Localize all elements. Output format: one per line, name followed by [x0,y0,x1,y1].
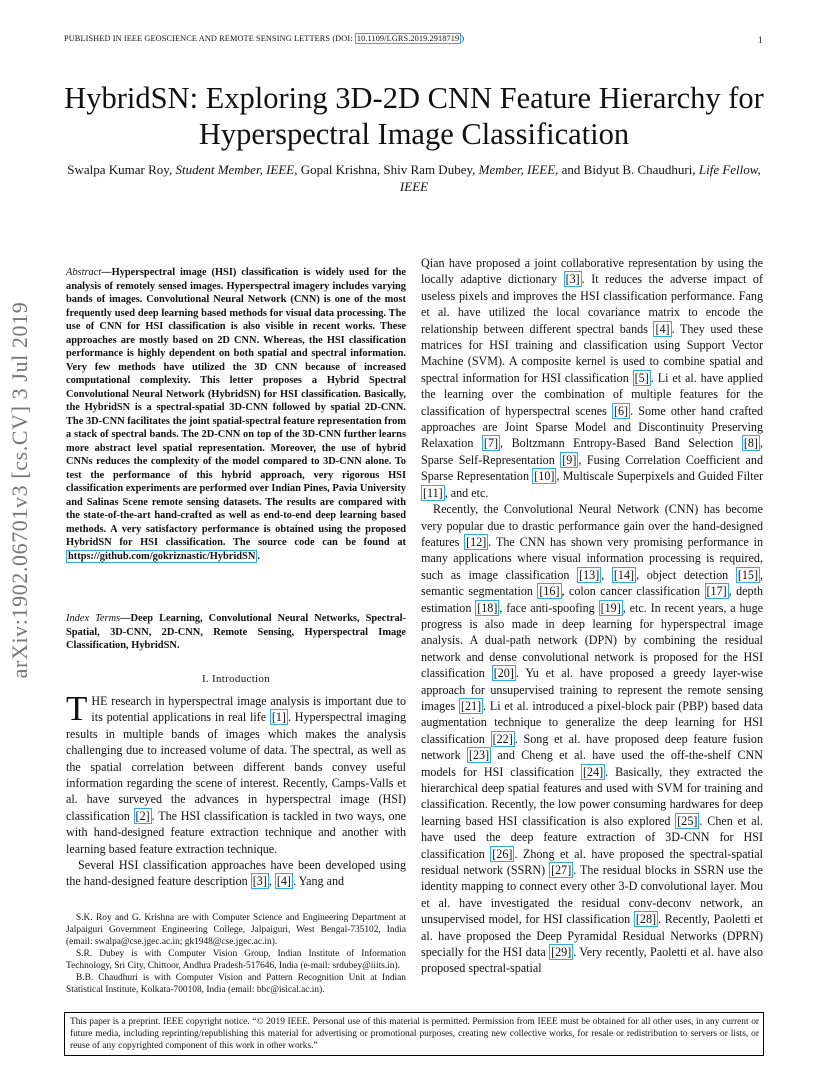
text-run: Qian have proposed a joint collaborative representation by using the locally adaptive dictionary [421,256,763,287]
text-run: . The CNN has shown very promising performance in many applications where visual information processing is required, such as image classification [421,534,763,582]
citation-link[interactable]: [23] [468,748,490,763]
introduction [66,689,406,890]
text-run: , and etc. [444,485,489,500]
citation-link[interactable]: [18] [477,600,498,615]
text-run: , colon cancer classification [561,584,705,599]
citation-link[interactable]: [16] [539,584,560,599]
author-2: Gopal Krishna, Shiv Ram Dubey, [300,162,476,177]
page-number: 1 [758,35,763,45]
citation-link[interactable]: [8] [743,436,758,451]
text-run: Recently, the Convolutional Neural Network (CNN) has become very popular due to drastic performance gain over the hand-designed features [421,502,763,549]
citation-link[interactable]: [3] [565,272,580,287]
source-code-link[interactable]: https://github.com/gokriznastic/HybridSN [68,550,256,562]
citation-link[interactable]: [21] [461,698,482,713]
citation-link[interactable]: [13] [579,567,600,582]
author-1-role: Student Member, IEEE, [175,162,298,177]
citation-link[interactable]: [4] [655,321,670,336]
citation-link[interactable]: [11] [423,485,443,500]
paper-title: HybridSN: Exploring 3D-2D CNN Feature Hierarchy for Hyperspectral Image Classification [64,81,764,151]
text-run: , etc. In recent years, a huge progress is also made in deep learning for hyperspectral image analysis. A dual-path network (DPN) by combining the residual network and dense convolutional network is proposed for the HSI classification [421,600,764,681]
citation-link[interactable]: [2] [135,808,150,823]
citation-link[interactable]: [6] [613,403,629,418]
text-run: , Multiscale Superpixels and Guided Filter [556,469,764,484]
text-run: and Cheng et al. have used the off-the-shelf CNN models for HSI classification [421,748,763,779]
author-2-role: Member, IEEE, [478,162,559,177]
text-run: , Fusing Correlation Coefficient and Sparse Representation [421,452,763,484]
text-run: , [601,567,612,582]
text-run: HE research in hyperspectral image analysis is important due to its potential applications in real life [91,694,406,725]
citation-link[interactable]: [1] [271,710,286,725]
header-text: PUBLISHED IN IEEE GEOSCIENCE AND REMOTE SENSING LETTERS (DOI: [64,34,353,43]
arxiv-stamp-text: arXiv:1902.06701v3 [cs.CV] 3 Jul 2019 [7,301,32,679]
text-run: . Song et al. have proposed deep feature fusion network [421,731,763,763]
text-run: Several HSI classification approaches have been developed using the hand-designed feature description [66,858,406,889]
citation-link[interactable]: [10] [534,469,555,484]
citation-link[interactable]: [12] [466,534,487,549]
right-paragraph-2 [421,501,763,977]
text-run: . Li et al. have applied the learning over the combination of multiple features for the classification of hyperspectral scenes [421,370,763,418]
citation-link[interactable]: [9] [562,452,577,467]
text-run: , semantic segmentation [421,567,764,599]
author-list [60,161,768,195]
text-run: , object detection [636,567,736,582]
abstract-end: . [257,550,260,562]
text-run: . Yang and [292,874,345,889]
citation-link[interactable]: [24] [583,764,604,779]
citation-link[interactable]: [7] [483,436,499,451]
footnote-3: B.B. Chaudhuri is with Computer Vision and Pattern Recognition Unit at Indian Statistical Institute, Kolkata-700108, India (email: bbc@isical.ac.in). [66,973,406,995]
intro-paragraph-1 [66,689,406,857]
text-run: . Li et al. introduced a pixel-block pair (PBP) based data augmentation technique to generalize the deep learning for HSI classification [421,698,764,746]
citation-link[interactable]: [27] [551,863,572,878]
text-run: . The residual blocks in SSRN use the identity mapping to connect every other 3-D convolutional layer. Mou et al. have investigated the residual conv-deconv network, an unsupervised model, for HSI classification [421,863,764,927]
abstract-text: —Hyperspectral image (HSI) classification is widely used for the analysis of remotely sensed images. Hyperspectral imagery includes varying bands of images. Convolutional Neural Network (CNN) is one of the most frequently used deep learning based methods for visual data processing. The use of CNN for HSI classification is also visible in recent works. These approaches are mostly based on 2D CNN. Whereas, the HSI classification performance is highly dependent on both spatial and spectral information. Very few methods have utilized the 3D CNN because of increased computational complexity. This letter proposes a Hybrid Spectral Convolutional Neural Network (HybridSN) for HSI classification. Basically, the HybridSN is a spectral-spatial 3D-CNN followed by spatial 2D-CNN. The 3D-CNN facilitates the joint spatial-spectral feature representation from a stack of spectral bands. The 2D-CNN on top of the 3D-CNN further learns more abstract level spatial representation. Moreover, the use of hybrid CNNs reduces the complexity of the model compared to 3D-CNN alone. To test the performance of this hybrid approach, very rigorous HSI classification experiments are performed over Indian Pines, Pavia University and Salinas Scene remote sensing datasets. The results are compared with the state-of-the-art hand-crafted as well as end-to-end deep learning based methods. A very satisfactory performance is obtained using the proposed HybridSN for HSI classification. The source code can be found at [66,267,406,548]
index-terms-text: —Deep Learning, Convolutional Neural Networks, Spectral-Spatial, 3D-CNN, 2D-CNN, Remote Sensing, Hyperspectral Image Classification, HybridSN. [66,613,407,651]
text-run: . It reduces the adverse impact of useless pixels and improves the HSI classification performance. Fang et al. have utilized the local covariance matrix to encode the relationship between different spectral bands [421,272,763,336]
drop-cap: T [66,689,88,728]
footnotes [66,912,406,996]
citation-link[interactable]: [26] [492,846,513,861]
text-run: , Sparse Self-Representation [421,436,763,467]
header-close: ) [461,34,465,43]
footnote-2: S.R. Dubey is with Computer Vision Group, Indian Institute of Information Technology, Sri City, Chittoor, Andhra Pradesh-517646, India (e-mail: srdubey@iiits.in). [66,949,406,971]
text-run: . Very recently, Paoletti et al. have also proposed spectral-spatial [421,945,763,976]
abstract-paragraph [66,266,406,563]
citation-link[interactable]: [25] [677,813,698,828]
citation-link[interactable]: [22] [492,731,513,746]
text-run: , [268,874,275,889]
footnote-1: S.K. Roy and G. Krishna are with Computer Science and Engineering Department at Jalpaiguri Government Engineering College, Jalpaiguri, West Bengal-735102, India (email: swalpa@cse.jgec.ac.in; gk1948@cse.jgec.ac.in). [66,913,406,947]
citation-link[interactable]: [28] [635,912,657,927]
author-3: and Bidyut B. Chaudhuri, [561,162,696,177]
citation-link[interactable]: [3] [252,874,267,889]
text-run: , depth estimation [421,584,764,615]
text-run: . They used these matrices for HSI training and classification using Support Vector Machine (SVM). A composite kernel is used to combine spatial and spectral information for HSI classification [421,321,763,385]
citation-link[interactable]: [4] [276,874,291,889]
index-terms-paragraph [66,612,406,653]
text-run: . Basically, they extracted the hierarchical deep spatial features and used with SVM for training and classification. Recently, the low power consuming hardwares for deep learning based HSI classification is also explored [421,764,763,828]
text-run: . Recently, Paoletti et al. have proposed the Deep Pyramidal Residual Networks (DPRN) specially for the HSI data [421,912,763,960]
author-3-role: Life Fellow, IEEE [399,162,761,194]
citation-link[interactable]: [15] [737,567,758,582]
intro-paragraph-2 [66,857,406,890]
index-terms-lead: Index Terms [66,613,121,624]
text-run: . Yu et al. have proposed a greedy layer-wise approach for unsupervised training to represent the remote sensing images [421,666,763,713]
arxiv-stamp [0,280,42,700]
copyright-notice: This paper is a preprint. IEEE copyright notice. “© 2019 IEEE. Personal use of this material is permitted. Permission from IEEE must be obtained for all other uses, in any current or future media, including reprinting/republishing this material for advertising or promotional purposes, creating new collective works, for resale or redistribution to servers or lists, or reuse of any copyrighted component of this work in other works.” [64,1012,764,1056]
text-run: . Chen et al. have used the deep feature extraction of 3D-CNN for HSI classification [421,813,763,861]
citation-link[interactable]: [19] [600,600,621,615]
text-run: . Hyperspectral imaging results in multiple bands of images which makes the analysis challenging due to increased volume of data. The spectral, as well as the spatial correlation between different bands convey useful information regarding the scene of interest. Recently, Camps-Valls et al. have surveyed the advances in hyperspectral image (HSI) classification [66,710,406,823]
text-run: . The HSI classification is tackled in two ways, one with hand-designed feature extraction technique and another with learning based feature extraction technique. [66,808,406,856]
citation-link[interactable]: [5] [634,370,649,385]
running-header [64,34,464,43]
text-run: , face anti-spoofing [499,600,599,615]
citation-link[interactable]: [20] [493,666,514,681]
right-column [421,255,763,977]
index-terms [66,612,406,653]
abstract-lead: Abstract [66,267,102,278]
text-run: . Zhong et al. have proposed the spectral-spatial residual network (SSRN) [421,846,763,878]
abstract [66,266,406,563]
citation-link[interactable]: [29] [551,945,572,960]
section-heading: I. Introduction [201,673,271,685]
right-paragraph-1 [421,255,763,501]
text-run: , Boltzmann Entropy-Based Band Selection [500,436,742,451]
citation-link[interactable]: [14] [613,567,635,582]
text-run: . Some other hand crafted approaches are Joint Sparse Model and Discontinuity Preserving Relaxation [421,403,763,451]
doi-link[interactable]: 10.1109/LGRS.2019.2918719 [356,34,460,43]
citation-link[interactable]: [17] [706,584,727,599]
author-1: Swalpa Kumar Roy, [67,162,173,177]
